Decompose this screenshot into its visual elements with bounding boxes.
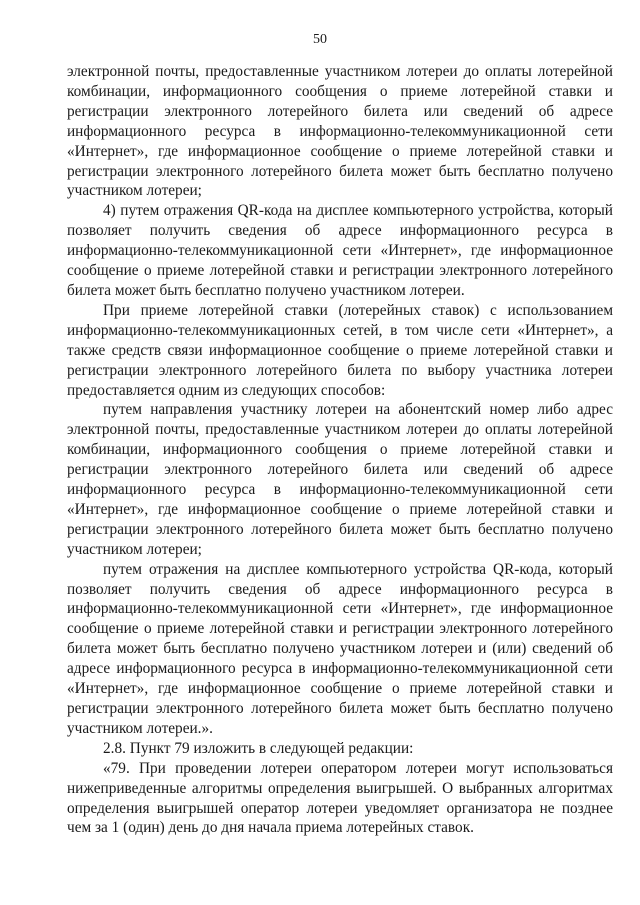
- paragraph-7: «79. При проведении лотереи оператором лотереи могут использоваться нижеприведенные алгоритмы определения выигрышей. О выбранных алгоритмах определения выигрышей оператор лотереи уведомляет организатора не позднее чем за 1 (один) день до дня начала приема лотерейных ставок.: [67, 759, 613, 837]
- paragraph-2: 4) путем отражения QR-кода на дисплее компьютерного устройства, который позволяет получить сведения об адресе информационного ресурса в информационно-телекоммуникационной сети «Интернет», где информационное сообщение о приеме лотерейной ставки и регистрации электронного лотерейного билета может быть бесплатно получено участником лотереи.: [67, 202, 613, 299]
- page-number: 50: [313, 32, 327, 47]
- paragraph-3: При приеме лотерейной ставки (лотерейных ставок) с использованием информационно-телекоммуникационных сетей, в том числе сети «Интернет», а также средств связи информационное сообщение о приеме лотерейной ставки и регистрации электронного лотерейного билета по выбору участника лотереи предоставляется одним из следующих способов:: [67, 301, 613, 399]
- paragraph-5: путем отражения на дисплее компьютерного устройства QR-кода, который позволяет получить сведения об адресе информационного ресурса в информационно-телекоммуникационной сети «Интернет», где информационное сообщение о приеме лотерейной ставки и регистрации электронного лотерейного билета может быть бесплатно получено участником лотереи и (или) сведений об адресе информационного ресурса в информационно-телекоммуникационной сети «Интернет», где информационное сообщение о приеме лотерейной ставки и регистрации электронного лотерейного билета может быть бесплатно получено участником лотереи.».: [67, 560, 613, 737]
- paragraph-4: путем направления участнику лотереи на абонентский номер либо адрес электронной почты, предоставленные участником лотереи до оплаты лотерейной комбинации, информационного сообщения о приеме лотерейной ставки и регистрации электронного лотерейного билета или сведений об адресе информационного ресурса в информационно-телекоммуникационной сети «Интернет», где информационное сообщение о приеме лотерейной ставки и регистрации электронного лотерейного билета может быть бесплатно получено участником лотереи;: [67, 401, 613, 558]
- paragraph-6: 2.8. Пункт 79 изложить в следующей редакции:: [103, 739, 414, 757]
- document-body: [67, 62, 613, 838]
- paragraph-1: электронной почты, предоставленные участником лотереи до оплаты лотерейной комбинации, информационного сообщения о приеме лотерейной ставки и регистрации электронного лотерейного билета или сведений об адресе информационного ресурса в информационно-телекоммуникационной сети «Интернет», где информационное сообщение о приеме лотерейной ставки и регистрации электронного лотерейного билета может быть бесплатно получено участником лотереи;: [67, 63, 613, 200]
